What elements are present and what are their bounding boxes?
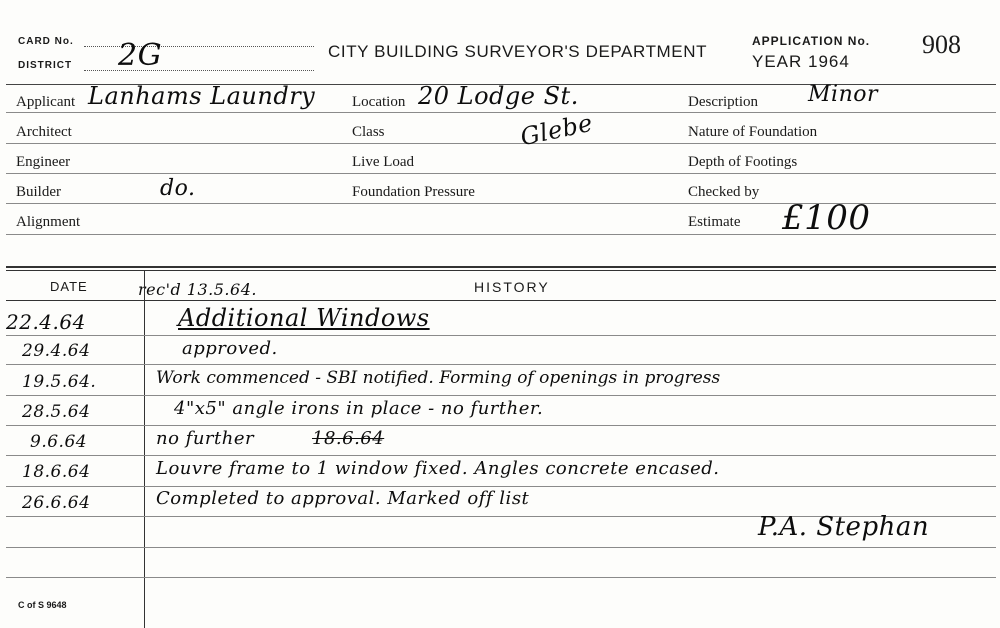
card-no-label: CARD No. bbox=[18, 36, 74, 47]
department-title: CITY BUILDING SURVEYOR'S DEPARTMENT bbox=[328, 42, 708, 61]
engineer-label: Engineer bbox=[16, 154, 71, 170]
history-header: HISTORY bbox=[474, 279, 550, 295]
history-rule-5 bbox=[6, 455, 996, 456]
row-rule-1 bbox=[6, 112, 996, 113]
signature: P.A. Stephan bbox=[758, 512, 930, 542]
district-label: DISTRICT bbox=[18, 60, 73, 71]
applicant-label: Applicant bbox=[16, 94, 76, 110]
row-rule-2 bbox=[6, 143, 996, 144]
history-rule-8 bbox=[6, 547, 996, 548]
live-load-label: Live Load bbox=[352, 154, 415, 170]
estimate-value: £100 bbox=[782, 198, 871, 238]
entry-date-4: 28.5.64 bbox=[22, 402, 91, 422]
date-column-divider bbox=[144, 270, 145, 628]
history-header-rule bbox=[6, 300, 996, 301]
description-value: Minor bbox=[808, 82, 878, 107]
builder-label: Builder bbox=[16, 184, 61, 200]
history-rule-1 bbox=[6, 335, 996, 336]
date-header: DATE bbox=[50, 279, 88, 294]
class-label: Class bbox=[352, 124, 385, 140]
entry-text-6: Louvre frame to 1 window fixed. Angles concrete encased. bbox=[156, 458, 720, 479]
application-label: APPLICATION No. bbox=[752, 34, 871, 48]
district-value: 2G bbox=[118, 38, 163, 73]
entry-text-5: no further bbox=[156, 428, 255, 449]
entry-text-7: Completed to approval. Marked off list bbox=[156, 488, 530, 509]
history-rule-9 bbox=[6, 577, 996, 578]
entry-text-1: Additional Windows bbox=[178, 304, 430, 332]
foundation-pressure-label: Foundation Pressure bbox=[352, 184, 475, 200]
history-rule-4 bbox=[6, 425, 996, 426]
estimate-label: Estimate bbox=[688, 214, 741, 230]
entry-date-6: 18.6.64 bbox=[22, 462, 91, 482]
entry-date-1: 22.4.64 bbox=[6, 310, 86, 334]
history-rule-2 bbox=[6, 364, 996, 365]
location-value-2: Glebe bbox=[517, 108, 596, 152]
received-note: rec'd 13.5.64. bbox=[138, 280, 257, 299]
checked-by-label: Checked by bbox=[688, 184, 760, 200]
entry-date-2: 29.4.64 bbox=[22, 341, 91, 361]
year-label: YEAR 1964 bbox=[752, 52, 850, 71]
entry-text-4: 4"x5" angle irons in place - no further. bbox=[174, 398, 544, 419]
nature-foundation-label: Nature of Foundation bbox=[688, 124, 818, 140]
history-top-rule bbox=[6, 266, 996, 268]
row-rule-3 bbox=[6, 173, 996, 174]
form-code: C of S 9648 bbox=[18, 600, 67, 610]
history-rule-3 bbox=[6, 395, 996, 396]
entry-text-2: approved. bbox=[182, 338, 278, 359]
depth-footings-label: Depth of Footings bbox=[688, 154, 798, 170]
location-value: 20 Lodge St. bbox=[418, 82, 579, 110]
architect-label: Architect bbox=[16, 124, 72, 140]
entry-date-7: 26.6.64 bbox=[22, 493, 91, 513]
entry-date-3: 19.5.64. bbox=[22, 372, 97, 392]
location-label: Location bbox=[352, 94, 406, 110]
applicant-value: Lanhams Laundry bbox=[88, 82, 316, 110]
struck-date: 18.6.64 bbox=[312, 428, 385, 449]
entry-date-5: 9.6.64 bbox=[30, 432, 88, 452]
description-label: Description bbox=[688, 94, 758, 110]
entry-text-3: Work commenced - SBI notified. Forming of openings in progress bbox=[156, 368, 721, 388]
history-top-rule-2 bbox=[6, 270, 996, 271]
builder-value: do. bbox=[160, 176, 196, 201]
history-rule-6 bbox=[6, 486, 996, 487]
application-number: 908 bbox=[922, 30, 961, 59]
alignment-label: Alignment bbox=[16, 214, 81, 230]
